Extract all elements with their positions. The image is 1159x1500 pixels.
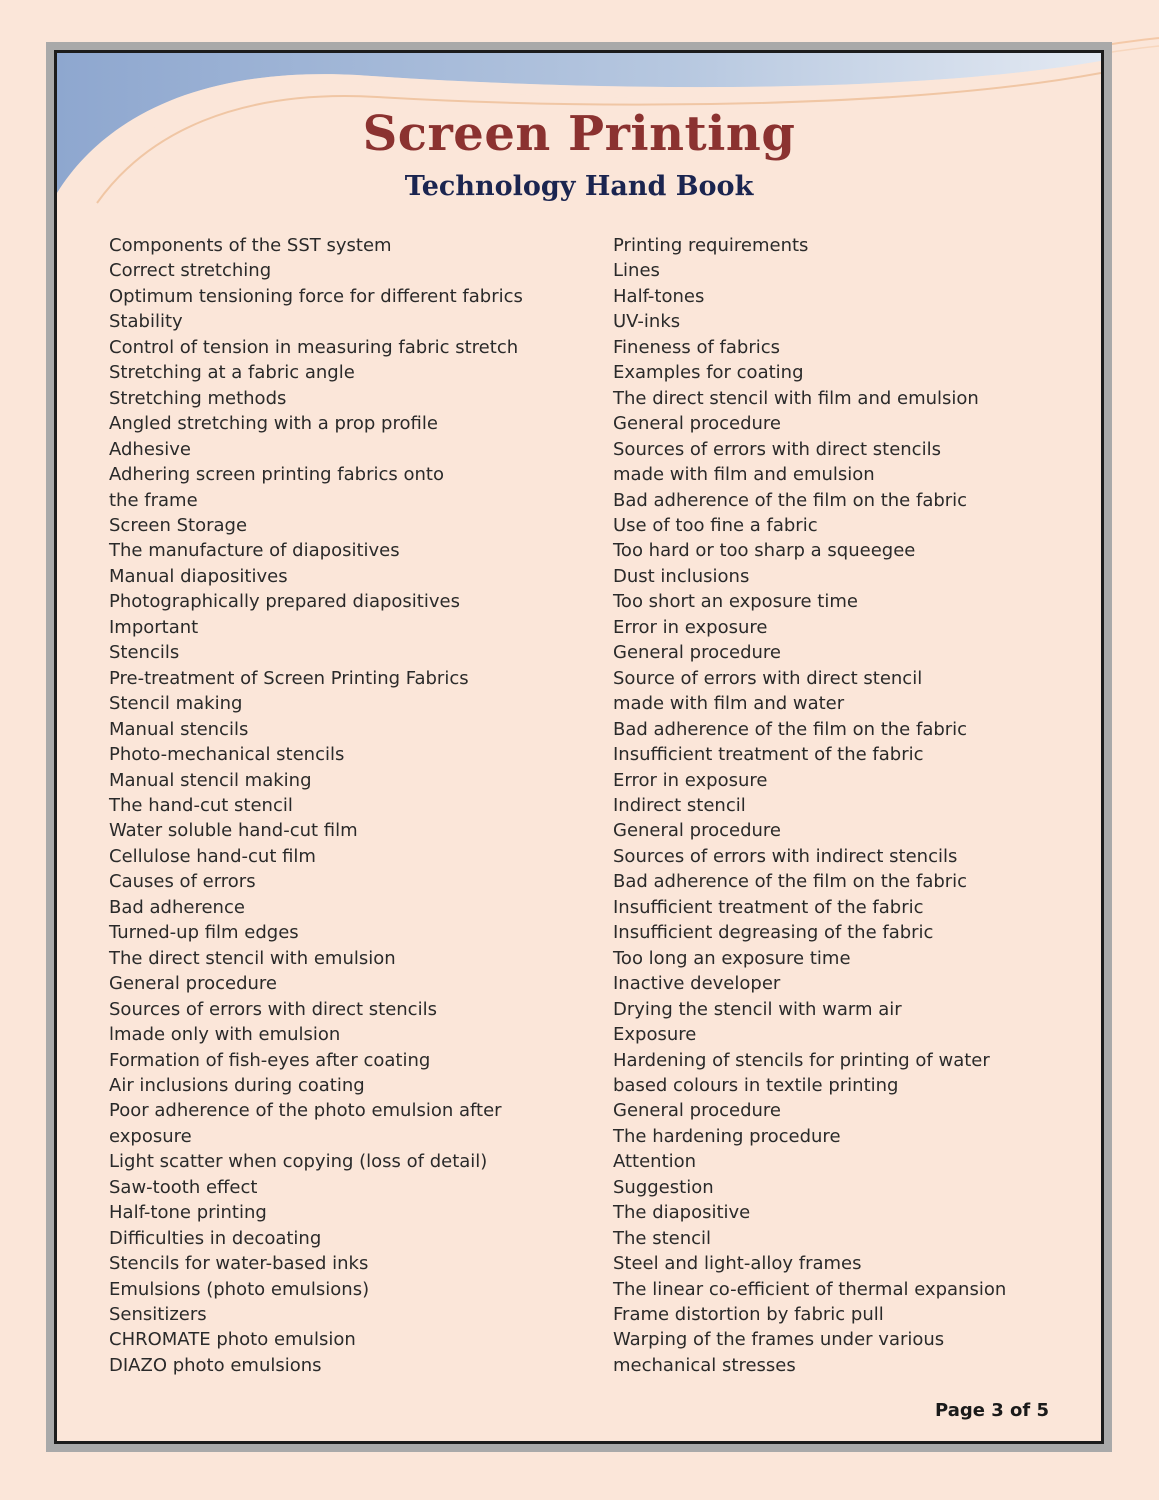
toc-entry: Pre-treatment of Screen Printing Fabrics <box>109 667 469 689</box>
toc-entry: Angled stretching with a prop profile <box>109 413 438 435</box>
toc-entry: Error in exposure <box>613 769 768 791</box>
toc-entry: Air inclusions during coating <box>109 1074 365 1096</box>
toc-entry: General procedure <box>613 820 781 842</box>
toc-entry: Bad adherence <box>109 896 245 918</box>
toc-entry: Warping of the frames under various <box>613 1329 945 1351</box>
toc-entry: Suggestion <box>613 1176 714 1198</box>
toc-entry: Stretching at a fabric angle <box>109 362 355 384</box>
toc-entry: Attention <box>613 1151 697 1173</box>
toc-entry: Photo-mechanical stencils <box>109 744 345 766</box>
toc-entry: Sources of errors with direct stencils <box>109 998 437 1020</box>
toc-entry: UV-inks <box>613 311 681 333</box>
toc-entry: The direct stencil with emulsion <box>109 947 396 969</box>
toc-entry: Inactive developer <box>613 973 781 995</box>
toc-entry: The diapositive <box>613 1202 751 1224</box>
toc-entry: made with film and emulsion <box>613 464 875 486</box>
toc-entry: Stencils <box>109 642 180 664</box>
toc-entry: Too long an exposure time <box>613 947 851 969</box>
toc-entry: Formation of fish-eyes after coating <box>109 1049 431 1071</box>
toc-entry: Photographically prepared diapositives <box>109 591 460 613</box>
toc-entry: Insufficient treatment of the fabric <box>613 744 924 766</box>
toc-entry: Manual diapositives <box>109 565 288 587</box>
toc-entry: CHROMATE photo emulsion <box>109 1329 356 1351</box>
toc-entry: Sources of errors with direct stencils <box>613 438 941 460</box>
toc-entry: Sources of errors with indirect stencils <box>613 845 958 867</box>
toc-entry: Exposure <box>613 1024 697 1046</box>
toc-entry: Too hard or too sharp a squeegee <box>613 540 916 562</box>
toc-entry: The hardening procedure <box>613 1125 841 1147</box>
toc-entry: Optimum tensioning force for different fabrics <box>109 285 523 307</box>
toc-entry: The linear co-efficient of thermal expansion <box>613 1278 1007 1300</box>
toc-entry: Adhesive <box>109 438 192 460</box>
toc-entry: Steel and light-alloy frames <box>613 1253 862 1275</box>
toc-entry: Source of errors with direct stencil <box>613 667 923 689</box>
page-number: Page 3 of 5 <box>935 1400 1049 1421</box>
toc-entry: Insufficient treatment of the fabric <box>613 896 924 918</box>
toc-entry: General procedure <box>109 973 277 995</box>
toc-entry: General procedure <box>613 642 781 664</box>
toc-entry: Examples for coating <box>613 362 804 384</box>
toc-entry: the frame <box>109 489 198 511</box>
toc-entry: Fineness of fabrics <box>613 336 781 358</box>
toc-entry: Manual stencil making <box>109 769 312 791</box>
page-frame <box>46 42 1112 1452</box>
toc-entry: Important <box>109 616 199 638</box>
toc-entry: Correct stretching <box>109 260 272 282</box>
toc-entry: The direct stencil with film and emulsion <box>613 387 979 409</box>
page-subtitle: Technology Hand Book <box>404 171 754 202</box>
page-title: Screen Printing <box>362 106 796 162</box>
toc-entry: based colours in textile printing <box>613 1074 899 1096</box>
toc-entry: Bad adherence of the film on the fabric <box>613 871 968 893</box>
toc-entry: Stencil making <box>109 693 243 715</box>
toc-entry: Control of tension in measuring fabric stretch <box>109 336 519 358</box>
toc-entry: Sensitizers <box>109 1304 207 1326</box>
toc-entry: Difficulties in decoating <box>109 1227 322 1249</box>
page-content <box>54 50 1104 1444</box>
toc-entry: Turned-up film edges <box>109 922 299 944</box>
toc-entry: Stability <box>109 311 183 333</box>
toc-entry: made with film and water <box>613 693 845 715</box>
toc-entry: Bad adherence of the film on the fabric <box>613 489 968 511</box>
toc-entry: Causes of errors <box>109 871 256 893</box>
toc-entry: exposure <box>109 1125 192 1147</box>
toc-left-column <box>109 233 589 1378</box>
toc-entry: Saw-tooth effect <box>109 1176 258 1198</box>
toc-entry: The hand-cut stencil <box>109 794 293 816</box>
toc-entry: lmade only with emulsion <box>109 1024 341 1046</box>
toc-entry: General procedure <box>613 1100 781 1122</box>
toc-entry: Stencils for water-based inks <box>109 1253 369 1275</box>
toc-entry: DIAZO photo emulsions <box>109 1354 322 1376</box>
toc-entry: Screen Storage <box>109 514 248 536</box>
toc-entry: Error in exposure <box>613 616 768 638</box>
toc-entry: General procedure <box>613 413 781 435</box>
toc-entry: Adhering screen printing fabrics onto <box>109 464 444 486</box>
toc-entry: Cellulose hand-cut film <box>109 845 316 867</box>
toc-entry: Stretching methods <box>109 387 287 409</box>
toc-entry: Use of too fine a fabric <box>613 514 818 536</box>
toc-entry: Dust inclusions <box>613 565 750 587</box>
toc-entry: Frame distortion by fabric pull <box>613 1304 884 1326</box>
toc-entry: Water soluble hand-cut film <box>109 820 358 842</box>
toc-entry: Half-tone printing <box>109 1202 267 1224</box>
toc-entry: Printing requirements <box>613 235 809 256</box>
toc-entry: Lines <box>613 260 660 282</box>
toc-entry: Poor adherence of the photo emulsion after <box>109 1100 502 1122</box>
toc-entry: Insufficient degreasing of the fabric <box>613 922 934 944</box>
toc-entry: mechanical stresses <box>613 1354 796 1376</box>
toc-entry: Emulsions (photo emulsions) <box>109 1278 370 1300</box>
toc-entry: Bad adherence of the film on the fabric <box>613 718 968 740</box>
toc-entry: Drying the stencil with warm air <box>613 998 902 1020</box>
toc-entry: Hardening of stencils for printing of water <box>613 1049 990 1071</box>
toc-entry: Indirect stencil <box>613 794 746 816</box>
toc-entry: Manual stencils <box>109 718 249 740</box>
toc-entry: Light scatter when copying (loss of detail) <box>109 1151 488 1173</box>
toc-entry: The stencil <box>613 1227 712 1249</box>
toc-entry: Too short an exposure time <box>613 591 858 613</box>
toc-entry: The manufacture of diapositives <box>109 540 400 562</box>
toc-entry: Components of the SST system <box>109 235 392 256</box>
toc-entry: Half-tones <box>613 285 705 307</box>
toc-right-column <box>613 233 1093 1378</box>
